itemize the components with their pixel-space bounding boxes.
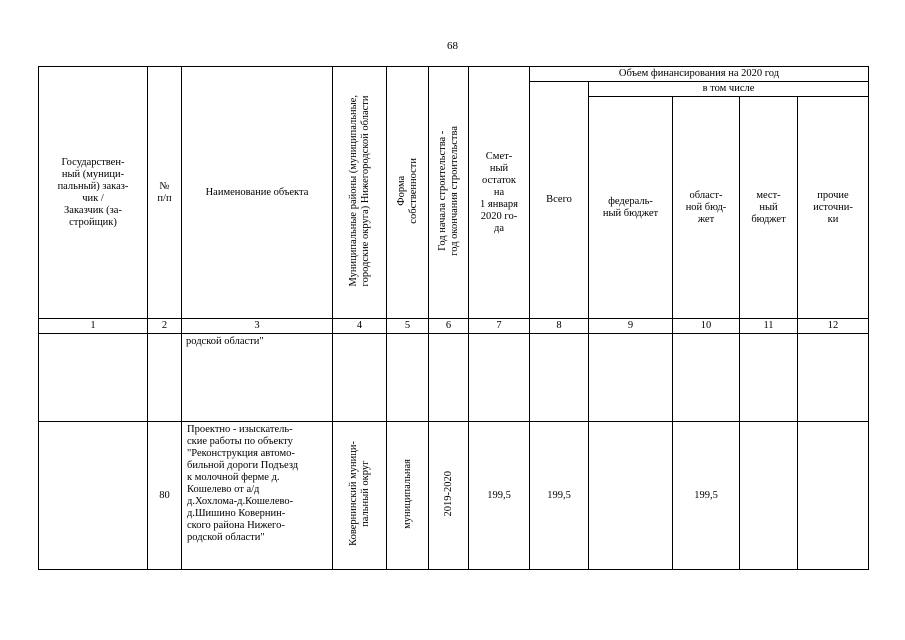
- row-customer: [39, 334, 148, 422]
- header-estimate-remainder: Смет- ный остаток на 1 января 2020 го- да: [469, 67, 530, 319]
- row-federal: [589, 422, 673, 570]
- row-regional: [673, 334, 740, 422]
- row-number: [148, 334, 182, 422]
- row-ownership: муниципальная: [387, 422, 429, 570]
- header-regional: област- ной бюд- жет: [673, 97, 740, 319]
- page-number: 68: [447, 40, 458, 52]
- column-number: 6: [429, 319, 469, 334]
- header-customer: [39, 67, 148, 319]
- column-number: 7: [469, 319, 530, 334]
- column-number: 1: [39, 319, 148, 334]
- header-number: № п/п: [148, 67, 182, 319]
- row-other: [798, 422, 869, 570]
- row-district: Ковернинский муници- пальный округ: [333, 422, 387, 570]
- column-number: 9: [589, 319, 673, 334]
- column-number: 10: [673, 319, 740, 334]
- row-ownership: [387, 334, 429, 422]
- header-other: прочие источни- ки: [798, 97, 869, 319]
- row-local: [740, 334, 798, 422]
- column-number: 8: [530, 319, 589, 334]
- row-total: [530, 334, 589, 422]
- column-number: 4: [333, 319, 387, 334]
- column-number: 12: [798, 319, 869, 334]
- row-other: [798, 334, 869, 422]
- header-funding-title: Объем финансирования на 2020 год: [530, 67, 869, 82]
- row-customer: [39, 422, 148, 570]
- row-local: [740, 422, 798, 570]
- funding-table: [38, 66, 869, 570]
- header-object-name: Наименование объекта: [182, 67, 333, 319]
- table-row: [39, 334, 869, 422]
- column-numbers-row: [39, 319, 869, 334]
- header-ownership: Форма собственности: [387, 67, 429, 319]
- row-object-name: родской области": [182, 334, 333, 422]
- header-years: Год начала строительства - год окончания строительства: [429, 67, 469, 319]
- row-object-name: Проектно - изыскатель- ские работы по объекту "Реконструкция автомо- бильной дороги Подъезд к молочной ферме д. Кошелево от а/д д.Хохлома-д.Кошелево- д.Шишино Ковернин- ского района Нижего- родской области": [182, 422, 333, 570]
- row-federal: [589, 334, 673, 422]
- row-remainder: 199,5: [469, 422, 530, 570]
- header-customer-text: Государствен- ный (муници- пальный) заказ- чик / Заказчик (за- стройщик): [57, 156, 129, 228]
- row-total: 199,5: [530, 422, 589, 570]
- header-including: в том числе: [589, 82, 869, 97]
- header-local: мест- ный бюджет: [740, 97, 798, 319]
- table-row: [39, 422, 869, 570]
- column-number: 11: [740, 319, 798, 334]
- row-years: 2019-2020: [429, 422, 469, 570]
- header-districts: Муниципальные районы (муниципальные, городские округа) Нижегородской области: [333, 67, 387, 319]
- header-total: Всего: [530, 82, 589, 319]
- row-number: 80: [148, 422, 182, 570]
- row-years: [429, 334, 469, 422]
- column-number: 3: [182, 319, 333, 334]
- row-regional: 199,5: [673, 422, 740, 570]
- row-remainder: [469, 334, 530, 422]
- column-number: 5: [387, 319, 429, 334]
- column-number: 2: [148, 319, 182, 334]
- row-district: [333, 334, 387, 422]
- header-federal: федераль- ный бюджет: [589, 97, 673, 319]
